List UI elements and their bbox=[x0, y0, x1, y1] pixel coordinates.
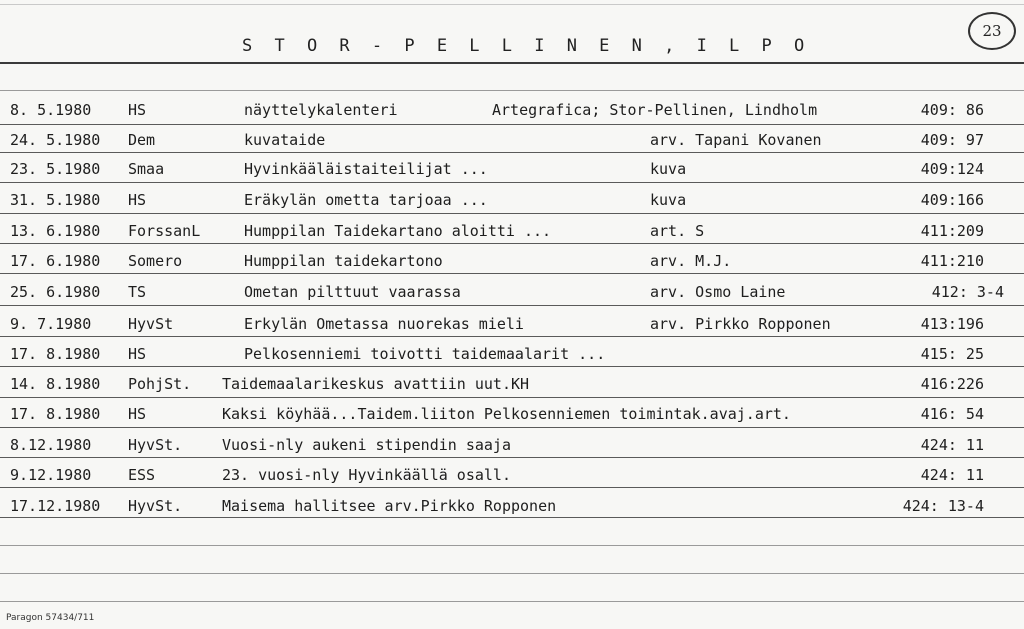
entry-date: 31. 5.1980 bbox=[10, 191, 101, 209]
entry-title: kuvataide bbox=[244, 131, 326, 149]
entry-row bbox=[0, 310, 1024, 338]
entry-note: arv. Tapani Kovanen bbox=[650, 131, 822, 149]
entry-row bbox=[0, 400, 1024, 428]
entry-date: 9.12.1980 bbox=[10, 466, 92, 484]
entry-ref: 411:210 bbox=[920, 252, 984, 270]
entry-row bbox=[0, 247, 1024, 275]
entry-source: HS bbox=[128, 101, 147, 119]
row-rule bbox=[0, 427, 1024, 428]
entry-source: PohjSt. bbox=[128, 375, 192, 393]
row-rule bbox=[0, 124, 1024, 125]
entry-ref: 411:209 bbox=[920, 222, 984, 240]
entry-title: 23. vuosi-nly Hyvinkäällä osall. bbox=[222, 466, 511, 484]
row-rule bbox=[0, 305, 1024, 306]
empty-row-rule bbox=[0, 545, 1024, 546]
entry-row bbox=[0, 370, 1024, 398]
entry-title: Erkylän Ometassa nuorekas mieli bbox=[244, 315, 524, 333]
entry-title: Ometan pilttuut vaarassa bbox=[244, 283, 461, 301]
entry-ref: 409: 97 bbox=[920, 131, 984, 149]
entry-source: HS bbox=[128, 191, 147, 209]
empty-row-rule bbox=[0, 573, 1024, 574]
card-number-badge bbox=[968, 12, 1016, 50]
row-rule bbox=[0, 397, 1024, 398]
entry-source: Smaa bbox=[128, 160, 165, 178]
header-rule-secondary bbox=[0, 90, 1024, 91]
entry-date: 8.12.1980 bbox=[10, 436, 92, 454]
entry-row bbox=[0, 126, 1024, 154]
entry-source: TS bbox=[128, 283, 147, 301]
entry-source: HS bbox=[128, 345, 147, 363]
header-rule bbox=[0, 62, 1024, 64]
entry-row bbox=[0, 461, 1024, 489]
row-rule bbox=[0, 182, 1024, 183]
entry-date: 17. 8.1980 bbox=[10, 345, 101, 363]
entry-row bbox=[0, 492, 1024, 520]
entry-title: näyttelykalenteri bbox=[244, 101, 398, 119]
entry-date: 8. 5.1980 bbox=[10, 101, 92, 119]
row-rule bbox=[0, 152, 1024, 153]
entry-date: 9. 7.1980 bbox=[10, 315, 92, 333]
entry-ref: 416:226 bbox=[920, 375, 984, 393]
entry-title: Humppilan taidekartono bbox=[244, 252, 443, 270]
entry-ref: 409:124 bbox=[920, 160, 984, 178]
entry-ref: 409: 86 bbox=[920, 101, 984, 119]
row-rule bbox=[0, 213, 1024, 214]
row-rule bbox=[0, 517, 1024, 518]
entry-row bbox=[0, 186, 1024, 214]
entry-note: art. S bbox=[650, 222, 705, 240]
entry-row bbox=[0, 278, 1024, 306]
entry-date: 17. 6.1980 bbox=[10, 252, 101, 270]
entry-title: Pelkosenniemi toivotti taidemaalarit ... bbox=[244, 345, 606, 363]
entry-date: 14. 8.1980 bbox=[10, 375, 101, 393]
entry-note: arv. Pirkko Ropponen bbox=[650, 315, 831, 333]
entry-date: 17. 8.1980 bbox=[10, 405, 101, 423]
row-rule bbox=[0, 336, 1024, 337]
row-rule bbox=[0, 487, 1024, 488]
entry-title: Hyvinkääläistaiteilijat ... bbox=[244, 160, 488, 178]
entry-source: Dem bbox=[128, 131, 156, 149]
entry-source: HyvSt. bbox=[128, 497, 183, 515]
entry-title: Kaksi köyhää...Taidem.liiton Pelkosenniemen toimintak.avaj.art. bbox=[222, 405, 791, 423]
entry-ref: 424: 11 bbox=[920, 466, 984, 484]
row-rule bbox=[0, 457, 1024, 458]
row-rule bbox=[0, 273, 1024, 274]
card-number: 23 bbox=[982, 22, 1002, 40]
entry-date: 25. 6.1980 bbox=[10, 283, 101, 301]
entry-ref: 412: 3-4 bbox=[931, 283, 1004, 301]
card-footer: Paragon 57434/711 bbox=[6, 613, 95, 623]
entry-title: Maisema hallitsee arv.Pirkko Ropponen bbox=[222, 497, 557, 515]
entry-source: HyvSt bbox=[128, 315, 174, 333]
entry-note: kuva bbox=[650, 191, 687, 209]
entry-title: Eräkylän ometta tarjoaa ... bbox=[244, 191, 488, 209]
entry-note: arv. Osmo Laine bbox=[650, 283, 786, 301]
entry-source: HS bbox=[128, 405, 147, 423]
entry-row bbox=[0, 431, 1024, 459]
entry-ref: 409:166 bbox=[920, 191, 984, 209]
entry-date: 23. 5.1980 bbox=[10, 160, 101, 178]
top-edge-line bbox=[0, 4, 1024, 5]
entry-source: HyvSt. bbox=[128, 436, 183, 454]
entry-row bbox=[0, 217, 1024, 245]
entry-title: Vuosi-nly aukeni stipendin saaja bbox=[222, 436, 511, 454]
entry-note: arv. M.J. bbox=[650, 252, 732, 270]
entry-date: 24. 5.1980 bbox=[10, 131, 101, 149]
entry-ref: 424: 11 bbox=[920, 436, 984, 454]
card-heading: S T O R - P E L L I N E N , I L P O bbox=[242, 36, 811, 56]
row-rule bbox=[0, 243, 1024, 244]
entry-row bbox=[0, 96, 1024, 124]
entry-date: 17.12.1980 bbox=[10, 497, 101, 515]
entry-source: ForssanL bbox=[128, 222, 201, 240]
entry-title: Humppilan Taidekartano aloitti ... bbox=[244, 222, 552, 240]
entry-ref: 413:196 bbox=[920, 315, 984, 333]
entry-source: ESS bbox=[128, 466, 156, 484]
entry-note: kuva bbox=[650, 160, 687, 178]
entry-ref: 424: 13-4 bbox=[902, 497, 984, 515]
row-rule bbox=[0, 366, 1024, 367]
entry-source: Somero bbox=[128, 252, 183, 270]
entry-ref: 415: 25 bbox=[920, 345, 984, 363]
empty-row-rule bbox=[0, 601, 1024, 602]
entry-row bbox=[0, 155, 1024, 183]
entry-ref: 416: 54 bbox=[920, 405, 984, 423]
entry-date: 13. 6.1980 bbox=[10, 222, 101, 240]
entry-title: Taidemaalarikeskus avattiin uut.KH bbox=[222, 375, 530, 393]
entry-note: Artegrafica; Stor-Pellinen, Lindholm bbox=[492, 101, 818, 119]
entry-row bbox=[0, 340, 1024, 368]
